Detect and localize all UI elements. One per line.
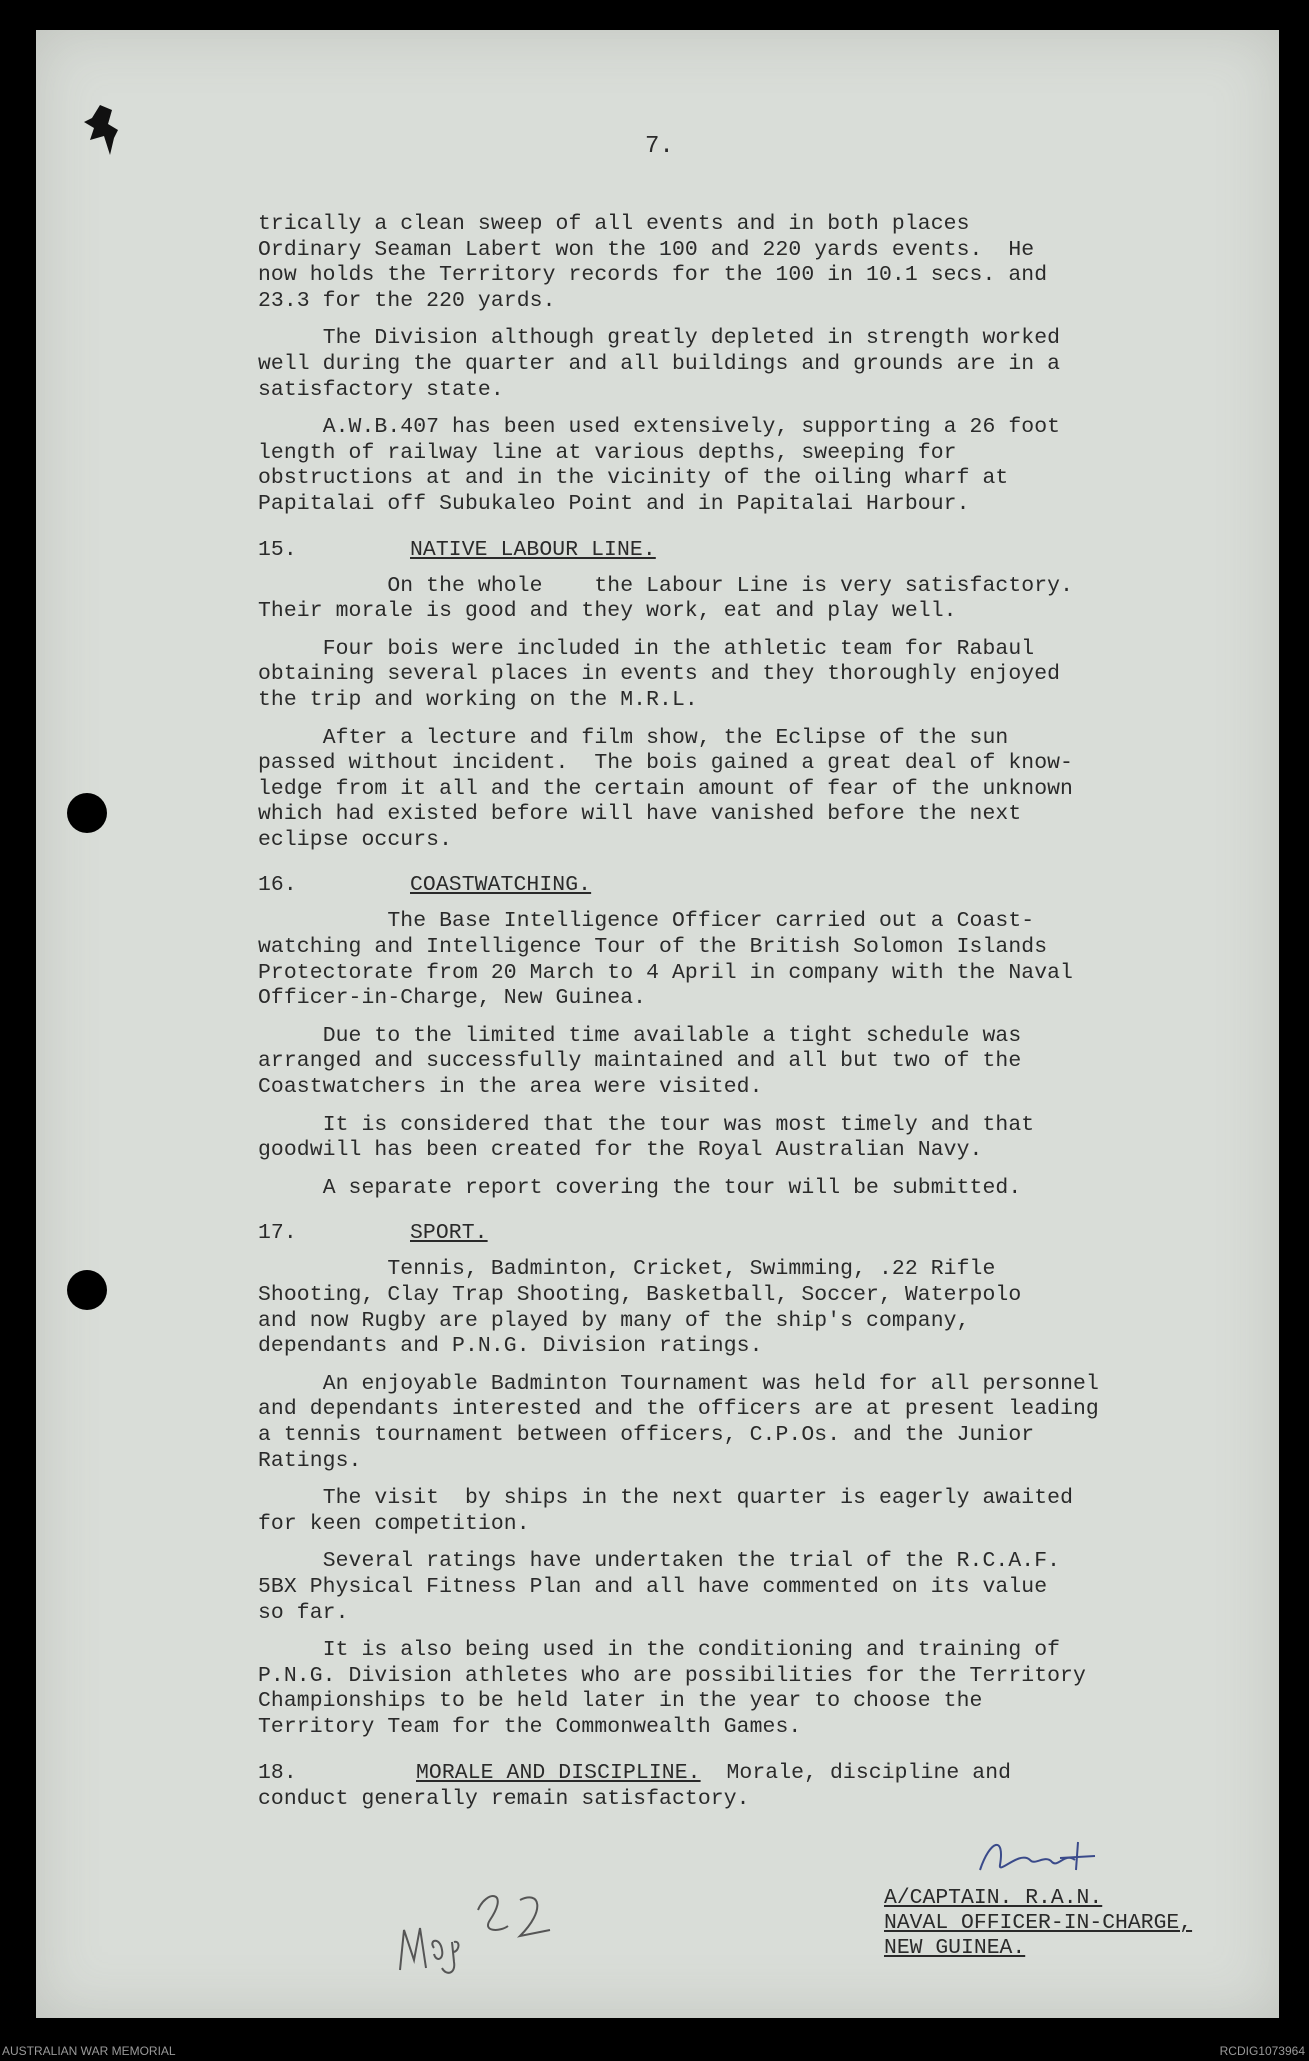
section-title: NATIVE LABOUR LINE.: [410, 537, 656, 562]
paragraph-continuation: trically a clean sweep of all events and in both places Ordinary Seaman Labert won the 100 and 220 yards events. He now holds the Territory records for the 100 in 10.1 secs. and 23.3 for the 220 yards.: [258, 212, 1048, 313]
punch-hole-bottom: [67, 1270, 107, 1310]
paragraph: Due to the limited time available a tight schedule was arranged and successfully maintained and all but two of the Coastwatchers in the area were visited.: [258, 1023, 1022, 1100]
document-body: [258, 212, 1258, 1824]
section-title: SPORT.: [410, 1221, 488, 1246]
section-number: 16.: [258, 873, 297, 898]
punch-hole-top: [67, 793, 107, 833]
section-15-heading: [258, 538, 1258, 564]
footer-archive-name: AUSTRALIAN WAR MEMORIAL: [2, 2044, 176, 2058]
paragraph: It is considered that the tour was most timely and that goodwill has been created for the Royal Australian Navy.: [258, 1112, 1035, 1163]
section-17-heading: [258, 1221, 1258, 1247]
paragraph: An enjoyable Badminton Tournament was held for all personnel and dependants interested and the officers are at present leading a tennis tournament between officers, C.P.Os. and the Junior Ratings.: [258, 1371, 1099, 1473]
paragraph: Four bois were included in the athletic team for Rabaul obtaining several places in events and they thoroughly enjoyed the trip and working on the M.R.L.: [258, 636, 1061, 712]
paragraph: A separate report covering the tour will be submitted.: [258, 1175, 1022, 1200]
paragraph: The visit by ships in the next quarter is eagerly awaited for keen competition.: [258, 1486, 1074, 1536]
paragraph: Tennis, Badminton, Cricket, Swimming, .22 Rifle Shooting, Clay Trap Shooting, Basketball, Soccer, Waterpolo and now Rugby are played by many of the ship's company, dependants and P.N.G. Division ratings.: [258, 1257, 1022, 1359]
signature-location: NEW GUINEA.: [884, 1936, 1026, 1960]
section-title: COASTWATCHING.: [410, 873, 592, 898]
paragraph-division: The Division although greatly depleted in strength worked well during the quarter and all buildings and grounds are in a satisfactory state.: [258, 326, 1061, 402]
paragraph: conduct generally remain satisfactory.: [258, 1786, 750, 1811]
signature-title: NAVAL OFFICER-IN-CHARGE,: [884, 1911, 1193, 1935]
paragraph: Several ratings have undertaken the trial of the R.C.A.F. 5BX Physical Fitness Plan and all have commented on its value so far.: [258, 1549, 1061, 1625]
section-number: 17.: [258, 1221, 297, 1246]
handwritten-signature: [960, 1830, 1120, 1890]
signature-rank: A/CAPTAIN. R.A.N.: [884, 1886, 1103, 1910]
section-number: 15.: [258, 537, 297, 562]
handwritten-date-note: [390, 1870, 570, 1980]
section-18-heading: [258, 1761, 1258, 1787]
torn-corner-mark: [80, 100, 122, 160]
page-number: 7.: [645, 133, 674, 160]
paragraph-awb407: A.W.B.407 has been used extensively, supporting a 26 foot length of railway line at various depths, sweeping for obstructions at and in the vicinity of the oiling wharf at Papitalai off Subukaleo Point and in Papitalai Harbour.: [258, 415, 1061, 516]
signature-block: [884, 1886, 1192, 1961]
section-16-heading: [258, 873, 1258, 899]
section-title: MORALE AND DISCIPLINE.: [416, 1760, 701, 1785]
paragraph: On the whole the Labour Line is very satisfactory. Their morale is good and they work, eat and play well.: [258, 573, 1074, 624]
section-line: [416, 1761, 1011, 1787]
paragraph: The Base Intelligence Officer carried out a Coast- watching and Intelligence Tour of the British Solomon Islands Protectorate from 20 March to 4 April in company with the Naval Officer-in-Charge, New Guinea.: [258, 909, 1073, 1011]
paragraph: After a lecture and film show, the Eclipse of the sun passed without incident. The bois gained a great deal of know- ledge from it all and the certain amount of fear of the unknown which had existed before will have vanished before the next eclipse occurs.: [258, 725, 1073, 852]
section-number: 18.: [258, 1760, 297, 1785]
section-inline-text: Morale, discipline and: [700, 1760, 1012, 1785]
paragraph: It is also being used in the conditioning and training of P.N.G. Division athletes who are possibilities for the Territory Championships to be held later in the year to choose the Territory Team for the Commonwealth Games.: [258, 1638, 1086, 1739]
footer-record-id: RCDIG1073964: [1219, 2044, 1305, 2058]
